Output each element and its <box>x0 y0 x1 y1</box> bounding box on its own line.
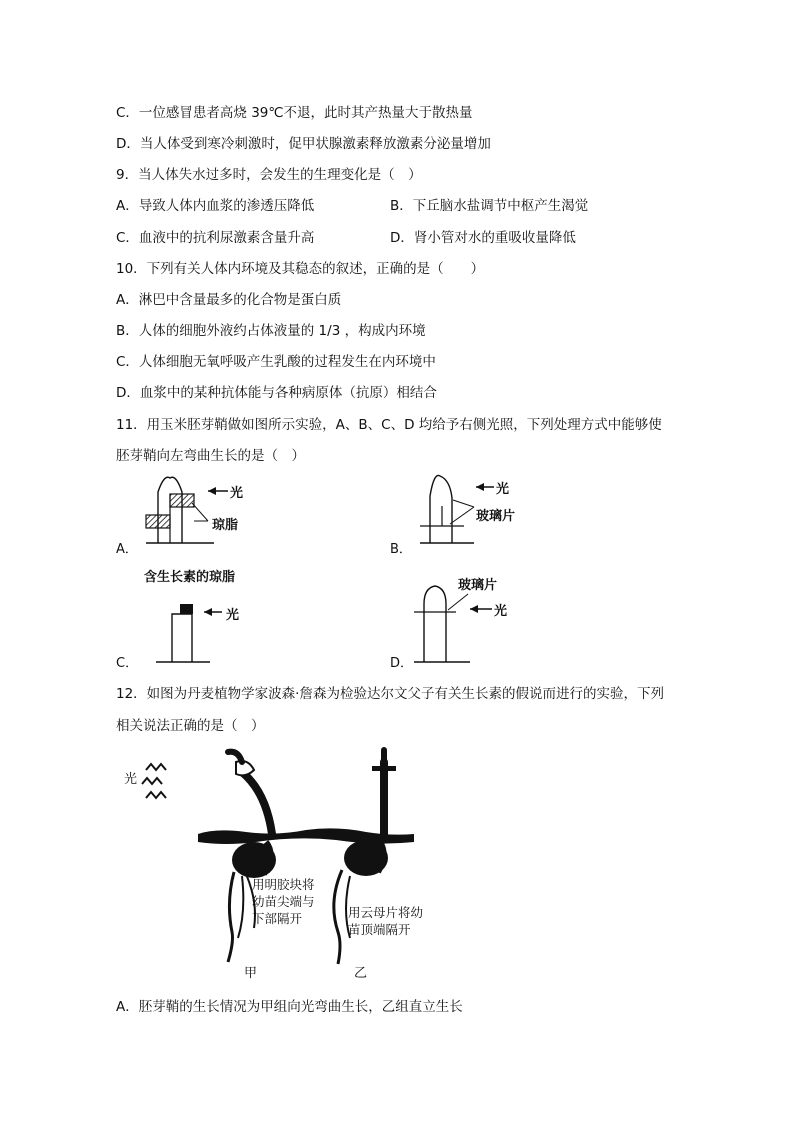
option-a-label: A． <box>116 542 138 557</box>
option-c-label: C． <box>116 656 139 671</box>
q8-option-c: C．一位感冒患者高烧 39℃不退，此时其产热量大于散热量 <box>116 105 473 121</box>
option-b-label: B． <box>390 542 412 557</box>
group-yi-label: 乙 <box>354 966 368 981</box>
q10-option-a: A．淋巴中含量最多的化合物是蛋白质 <box>116 292 342 308</box>
figure-11b <box>390 470 550 557</box>
right-treatment-note: 用云母片将幼 苗顶端隔开 <box>348 905 424 937</box>
light-ray <box>146 792 166 798</box>
glass-slide-label: 玻璃片 <box>458 578 498 593</box>
q9-option-b: B．下丘脑水盐调节中枢产生渴觉 <box>390 198 589 214</box>
figure-12 <box>116 742 446 982</box>
left-seedling-stem <box>242 772 272 834</box>
boysen-jensen-experiment-diagram <box>116 742 446 982</box>
right-root <box>334 870 342 964</box>
q12-stem-line1: 12．如图为丹麦植物学家波森·詹森为检验达尔文父子有关生长素的假说而进行的实验，下列 <box>116 686 664 702</box>
light-label: 光 <box>230 486 244 501</box>
left-treatment-note: 用明胶块将 幼苗尖端与 下部隔开 <box>252 877 315 926</box>
light-label: 光 <box>124 772 138 787</box>
q12-stem-line2: 相关说法正确的是（ ） <box>116 718 265 734</box>
option-d-label: D． <box>390 656 414 671</box>
auxin-agar-block <box>180 604 193 614</box>
q10-stem: 10．下列有关人体内环境及其稳态的叙述，正确的是（ ） <box>116 261 485 277</box>
auxin-agar-label: 含生长素的琼脂 <box>144 570 236 585</box>
coleoptile-a-diagram <box>116 470 276 550</box>
gelatin-block <box>236 761 254 775</box>
q11-stem-line1: 11．用玉米胚芽鞘做如图所示实验，A、B、C、D 均给予右侧光照，下列处理方式中能够使 <box>116 417 662 433</box>
agar-block-lower <box>146 515 170 528</box>
light-label: 光 <box>494 604 508 619</box>
agar-block-upper <box>170 494 194 507</box>
q10-option-d: D．血浆中的某种抗体能与各种病原体（抗原）相结合 <box>116 385 437 401</box>
q9-stem: 9．当人体失水过多时，会发生的生理变化是（ ） <box>116 167 422 183</box>
figure-11d <box>390 562 550 672</box>
agar-label: 琼脂 <box>212 518 239 533</box>
group-jia-label: 甲 <box>244 966 258 981</box>
q12-option-a: A．胚芽鞘的生长情况为甲组向光弯曲生长，乙组直立生长 <box>116 999 463 1015</box>
q10-option-c: C．人体细胞无氧呼吸产生乳酸的过程发生在内环境中 <box>116 354 436 370</box>
light-ray <box>142 778 162 784</box>
light-label: 光 <box>496 482 510 497</box>
coleoptile-b-diagram <box>390 470 550 550</box>
q11-stem-line2: 胚芽鞘向左弯曲生长的是（ ） <box>116 448 305 464</box>
q10-option-b: B．人体的细胞外液约占体液量的 1/3 ，构成内环境 <box>116 323 426 339</box>
figure-11a <box>116 470 276 557</box>
light-ray <box>146 764 166 770</box>
q9-option-d: D．肾小管对水的重吸收量降低 <box>390 230 576 246</box>
light-label: 光 <box>226 608 240 623</box>
q8-option-d: D．当人体受到寒冷刺激时，促甲状腺激素释放激素分泌量增加 <box>116 136 491 152</box>
q9-option-c: C．血液中的抗利尿激素含量升高 <box>116 230 315 246</box>
q9-option-a: A．导致人体内血浆的渗透压降低 <box>116 198 315 214</box>
glass-slide-label: 玻璃片 <box>476 509 516 524</box>
figure-11c <box>116 562 276 672</box>
left-root <box>228 872 234 962</box>
